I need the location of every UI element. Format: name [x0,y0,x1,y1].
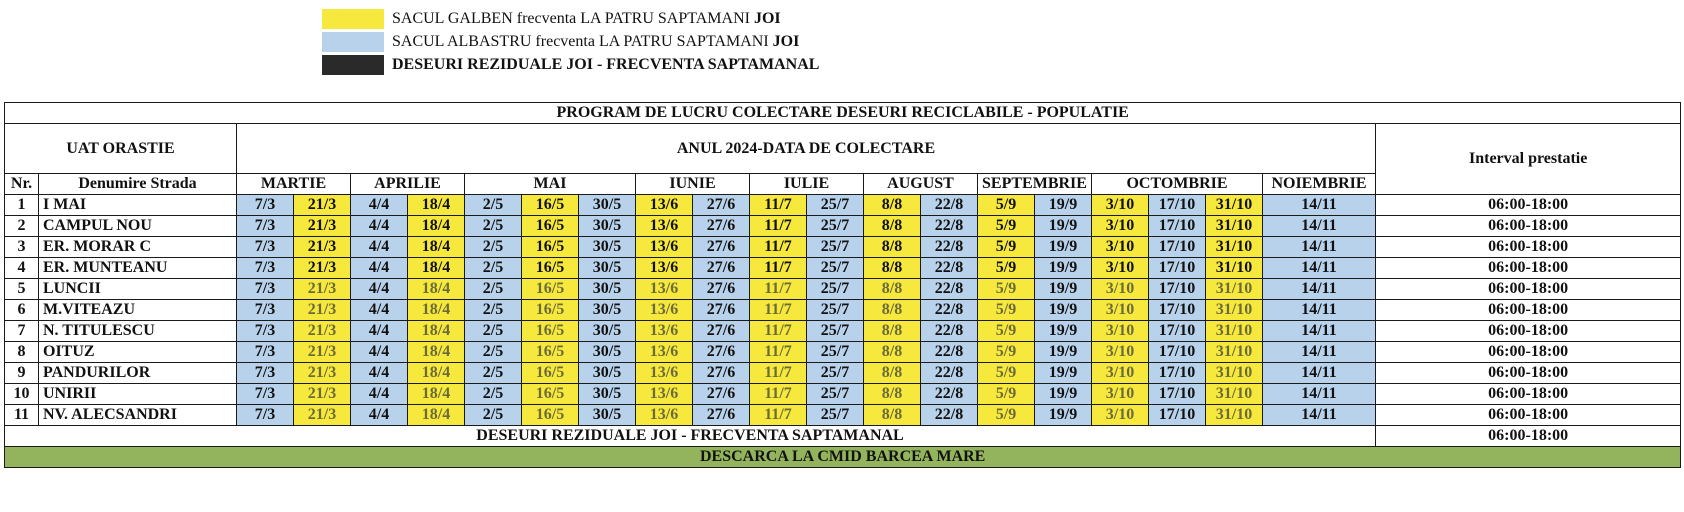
collection-date: 31/10 [1206,342,1263,363]
collection-date: 17/10 [1149,384,1206,405]
collection-date: 27/6 [693,279,750,300]
collection-date: 7/3 [237,279,294,300]
collection-date: 2/5 [465,258,522,279]
collection-date: 4/4 [351,321,408,342]
street-name: NV. ALECSANDRI [39,405,237,426]
collection-date: 25/7 [807,384,864,405]
collection-date: 19/9 [1035,363,1092,384]
legend-item [322,31,819,53]
collection-date: 19/9 [1035,342,1092,363]
interval-value: 06:00-18:00 [1376,384,1681,405]
collection-date: 17/10 [1149,195,1206,216]
collection-date: 14/11 [1263,258,1376,279]
month-header: IUNIE [636,174,750,195]
interval-value: 06:00-18:00 [1376,216,1681,237]
collection-date: 5/9 [978,258,1035,279]
collection-date: 22/8 [921,384,978,405]
collection-date: 25/7 [807,363,864,384]
collection-date: 19/9 [1035,216,1092,237]
collection-date: 13/6 [636,321,693,342]
collection-date: 21/3 [294,321,351,342]
collection-date: 13/6 [636,258,693,279]
collection-date: 27/6 [693,405,750,426]
collection-date: 2/5 [465,195,522,216]
collection-date: 31/10 [1206,237,1263,258]
collection-date: 14/11 [1263,279,1376,300]
collection-date: 31/10 [1206,363,1263,384]
interval-value: 06:00-18:00 [1376,279,1681,300]
collection-date: 30/5 [579,279,636,300]
collection-date: 31/10 [1206,216,1263,237]
table-row [5,195,1681,216]
street-name: I MAI [39,195,237,216]
collection-date: 30/5 [579,405,636,426]
street-name: ER. MORAR C [39,237,237,258]
collection-date: 19/9 [1035,279,1092,300]
collection-date: 21/3 [294,258,351,279]
collection-date: 22/8 [921,405,978,426]
collection-date: 4/4 [351,258,408,279]
nr-header: Nr. [5,174,39,195]
collection-date: 5/9 [978,342,1035,363]
collection-date: 21/3 [294,342,351,363]
street-name: UNIRII [39,384,237,405]
collection-date: 5/9 [978,300,1035,321]
collection-date: 31/10 [1206,384,1263,405]
collection-date: 7/3 [237,195,294,216]
collection-date: 8/8 [864,363,921,384]
collection-date: 21/3 [294,216,351,237]
uat-header: UAT ORASTIE [5,124,237,174]
residual-interval: 06:00-18:00 [1376,426,1681,447]
legend-text: SACUL GALBEN frecventa LA PATRU SAPTAMANI JOI [392,10,781,27]
collection-date: 21/3 [294,384,351,405]
collection-date: 21/3 [294,279,351,300]
collection-date: 25/7 [807,279,864,300]
collection-date: 3/10 [1092,300,1149,321]
collection-date: 4/4 [351,237,408,258]
collection-date: 13/6 [636,216,693,237]
collection-date: 21/3 [294,195,351,216]
collection-date: 14/11 [1263,342,1376,363]
collection-date: 3/10 [1092,363,1149,384]
collection-date: 13/6 [636,405,693,426]
collection-date: 16/5 [522,342,579,363]
collection-date: 14/11 [1263,363,1376,384]
collection-date: 7/3 [237,342,294,363]
legend-swatch [322,32,384,52]
collection-date: 13/6 [636,237,693,258]
collection-date: 11/7 [750,300,807,321]
interval-value: 06:00-18:00 [1376,363,1681,384]
collection-date: 7/3 [237,321,294,342]
collection-date: 7/3 [237,363,294,384]
interval-value: 06:00-18:00 [1376,321,1681,342]
table-row [5,279,1681,300]
collection-date: 11/7 [750,195,807,216]
collection-date: 2/5 [465,384,522,405]
collection-date: 2/5 [465,216,522,237]
collection-date: 5/9 [978,363,1035,384]
row-number: 1 [5,195,39,216]
collection-date: 5/9 [978,216,1035,237]
collection-date: 2/5 [465,342,522,363]
collection-date: 31/10 [1206,405,1263,426]
collection-date: 30/5 [579,237,636,258]
collection-date: 16/5 [522,363,579,384]
street-name: N. TITULESCU [39,321,237,342]
collection-date: 25/7 [807,216,864,237]
collection-date: 17/10 [1149,363,1206,384]
collection-date: 27/6 [693,237,750,258]
collection-date: 18/4 [408,321,465,342]
collection-date: 30/5 [579,300,636,321]
row-number: 5 [5,279,39,300]
table-row [5,321,1681,342]
legend [322,8,819,77]
street-name: LUNCII [39,279,237,300]
row-number: 2 [5,216,39,237]
collection-date: 18/4 [408,195,465,216]
collection-date: 11/7 [750,321,807,342]
collection-date: 27/6 [693,258,750,279]
month-header: SEPTEMBRIE [978,174,1092,195]
collection-date: 22/8 [921,195,978,216]
collection-date: 19/9 [1035,384,1092,405]
row-number: 3 [5,237,39,258]
collection-date: 16/5 [522,405,579,426]
table-row [5,216,1681,237]
collection-date: 14/11 [1263,405,1376,426]
collection-date: 25/7 [807,237,864,258]
interval-header: Interval prestatie [1376,124,1681,195]
collection-date: 30/5 [579,384,636,405]
collection-date: 22/8 [921,216,978,237]
row-number: 6 [5,300,39,321]
collection-date: 14/11 [1263,321,1376,342]
collection-date: 18/4 [408,258,465,279]
collection-date: 2/5 [465,300,522,321]
collection-date: 2/5 [465,405,522,426]
collection-date: 25/7 [807,342,864,363]
collection-date: 22/8 [921,258,978,279]
collection-date: 22/8 [921,321,978,342]
collection-date: 25/7 [807,405,864,426]
collection-date: 22/8 [921,300,978,321]
collection-date: 19/9 [1035,195,1092,216]
collection-date: 17/10 [1149,300,1206,321]
collection-date: 16/5 [522,279,579,300]
collection-date: 3/10 [1092,195,1149,216]
row-number: 11 [5,405,39,426]
collection-date: 16/5 [522,300,579,321]
collection-date: 3/10 [1092,405,1149,426]
collection-date: 7/3 [237,216,294,237]
table-row [5,363,1681,384]
collection-date: 17/10 [1149,405,1206,426]
table-row [5,237,1681,258]
collection-date: 25/7 [807,300,864,321]
collection-date: 2/5 [465,237,522,258]
collection-date: 18/4 [408,300,465,321]
collection-date: 16/5 [522,258,579,279]
collection-date: 31/10 [1206,195,1263,216]
collection-date: 5/9 [978,405,1035,426]
collection-date: 16/5 [522,216,579,237]
collection-date: 17/10 [1149,342,1206,363]
collection-date: 7/3 [237,405,294,426]
row-number: 7 [5,321,39,342]
collection-date: 16/5 [522,321,579,342]
street-name: M.VITEAZU [39,300,237,321]
collection-date: 14/11 [1263,237,1376,258]
collection-date: 22/8 [921,237,978,258]
street-header: Denumire Strada [39,174,237,195]
collection-date: 18/4 [408,279,465,300]
collection-date: 5/9 [978,279,1035,300]
collection-date: 8/8 [864,405,921,426]
collection-date: 21/3 [294,405,351,426]
interval-value: 06:00-18:00 [1376,195,1681,216]
row-number: 9 [5,363,39,384]
collection-date: 3/10 [1092,258,1149,279]
collection-date: 11/7 [750,363,807,384]
collection-date: 21/3 [294,300,351,321]
collection-date: 4/4 [351,363,408,384]
collection-date: 7/3 [237,384,294,405]
table-row [5,258,1681,279]
collection-date: 11/7 [750,405,807,426]
collection-date: 4/4 [351,195,408,216]
legend-text: DESEURI REZIDUALE JOI - FRECVENTA SAPTAMANAL [392,56,820,73]
collection-date: 8/8 [864,237,921,258]
collection-date: 27/6 [693,342,750,363]
month-header: IULIE [750,174,864,195]
collection-date: 22/8 [921,279,978,300]
collection-date: 13/6 [636,342,693,363]
month-header: MAI [465,174,636,195]
table-row [5,300,1681,321]
collection-date: 30/5 [579,342,636,363]
collection-date: 18/4 [408,342,465,363]
month-header: MARTIE [237,174,351,195]
collection-date: 19/9 [1035,321,1092,342]
collection-date: 5/9 [978,321,1035,342]
collection-date: 4/4 [351,384,408,405]
month-header: APRILIE [351,174,465,195]
collection-date: 11/7 [750,258,807,279]
collection-date: 11/7 [750,237,807,258]
collection-date: 7/3 [237,258,294,279]
collection-date: 8/8 [864,321,921,342]
collection-date: 3/10 [1092,237,1149,258]
collection-date: 8/8 [864,195,921,216]
collection-date: 3/10 [1092,321,1149,342]
month-header: OCTOMBRIE [1092,174,1263,195]
collection-date: 13/6 [636,279,693,300]
collection-date: 27/6 [693,363,750,384]
collection-date: 30/5 [579,363,636,384]
collection-date: 30/5 [579,258,636,279]
collection-date: 18/4 [408,216,465,237]
interval-value: 06:00-18:00 [1376,300,1681,321]
table-row [5,342,1681,363]
collection-date: 11/7 [750,279,807,300]
collection-date: 4/4 [351,216,408,237]
row-number: 10 [5,384,39,405]
collection-date: 13/6 [636,195,693,216]
collection-date: 5/9 [978,237,1035,258]
collection-date: 11/7 [750,384,807,405]
collection-date: 25/7 [807,195,864,216]
collection-date: 13/6 [636,363,693,384]
interval-value: 06:00-18:00 [1376,258,1681,279]
collection-date: 8/8 [864,216,921,237]
collection-date: 31/10 [1206,279,1263,300]
interval-value: 06:00-18:00 [1376,237,1681,258]
collection-date: 13/6 [636,384,693,405]
collection-date: 22/8 [921,342,978,363]
collection-date: 27/6 [693,300,750,321]
collection-date: 3/10 [1092,342,1149,363]
street-name: CAMPUL NOU [39,216,237,237]
collection-date: 14/11 [1263,300,1376,321]
collection-date: 16/5 [522,384,579,405]
collection-date: 17/10 [1149,258,1206,279]
collection-date: 3/10 [1092,279,1149,300]
collection-date: 18/4 [408,363,465,384]
collection-date: 7/3 [237,300,294,321]
collection-date: 27/6 [693,384,750,405]
table-row [5,384,1681,405]
legend-swatch [322,9,384,29]
collection-date: 4/4 [351,405,408,426]
collection-date: 13/6 [636,300,693,321]
year-header: ANUL 2024-DATA DE COLECTARE [237,124,1376,174]
collection-date: 5/9 [978,384,1035,405]
collection-date: 30/5 [579,321,636,342]
collection-date: 19/9 [1035,300,1092,321]
collection-date: 8/8 [864,279,921,300]
collection-date: 11/7 [750,216,807,237]
legend-swatch [322,55,384,75]
collection-date: 19/9 [1035,405,1092,426]
street-name: PANDURILOR [39,363,237,384]
collection-date: 4/4 [351,279,408,300]
collection-date: 17/10 [1149,279,1206,300]
table-title: PROGRAM DE LUCRU COLECTARE DESEURI RECICLABILE - POPULATIE [5,103,1681,124]
collection-date: 8/8 [864,300,921,321]
street-name: ER. MUNTEANU [39,258,237,279]
collection-date: 2/5 [465,321,522,342]
collection-date: 27/6 [693,216,750,237]
collection-date: 30/5 [579,216,636,237]
collection-date: 27/6 [693,195,750,216]
collection-date: 16/5 [522,237,579,258]
collection-date: 3/10 [1092,384,1149,405]
collection-date: 2/5 [465,363,522,384]
month-header: AUGUST [864,174,978,195]
collection-date: 21/3 [294,237,351,258]
collection-date: 19/9 [1035,258,1092,279]
collection-date: 7/3 [237,237,294,258]
collection-date: 16/5 [522,195,579,216]
street-name: OITUZ [39,342,237,363]
table-row [5,405,1681,426]
collection-date: 31/10 [1206,258,1263,279]
collection-date: 17/10 [1149,216,1206,237]
collection-date: 3/10 [1092,216,1149,237]
collection-date: 25/7 [807,258,864,279]
footer-unload-location: DESCARCA LA CMID BARCEA MARE [5,447,1681,468]
collection-date: 17/10 [1149,321,1206,342]
collection-date: 19/9 [1035,237,1092,258]
collection-date: 8/8 [864,342,921,363]
collection-date: 18/4 [408,237,465,258]
collection-date: 22/8 [921,363,978,384]
collection-date: 30/5 [579,195,636,216]
interval-value: 06:00-18:00 [1376,405,1681,426]
interval-value: 06:00-18:00 [1376,342,1681,363]
month-header: NOIEMBRIE [1263,174,1376,195]
collection-date: 14/11 [1263,384,1376,405]
collection-schedule-table [4,102,1681,468]
collection-date: 11/7 [750,342,807,363]
collection-date: 8/8 [864,384,921,405]
residual-waste-row: DESEURI REZIDUALE JOI - FRECVENTA SAPTAMANAL [5,426,1376,447]
legend-text: SACUL ALBASTRU frecventa LA PATRU SAPTAMANI JOI [392,33,800,50]
collection-date: 31/10 [1206,321,1263,342]
collection-date: 4/4 [351,342,408,363]
collection-date: 14/11 [1263,216,1376,237]
collection-date: 27/6 [693,321,750,342]
row-number: 8 [5,342,39,363]
legend-item [322,54,819,76]
collection-date: 31/10 [1206,300,1263,321]
collection-date: 18/4 [408,405,465,426]
collection-date: 2/5 [465,279,522,300]
collection-date: 25/7 [807,321,864,342]
collection-date: 17/10 [1149,237,1206,258]
row-number: 4 [5,258,39,279]
collection-date: 21/3 [294,363,351,384]
collection-date: 4/4 [351,300,408,321]
collection-date: 14/11 [1263,195,1376,216]
legend-item [322,8,819,30]
collection-date: 8/8 [864,258,921,279]
collection-date: 18/4 [408,384,465,405]
collection-date: 5/9 [978,195,1035,216]
